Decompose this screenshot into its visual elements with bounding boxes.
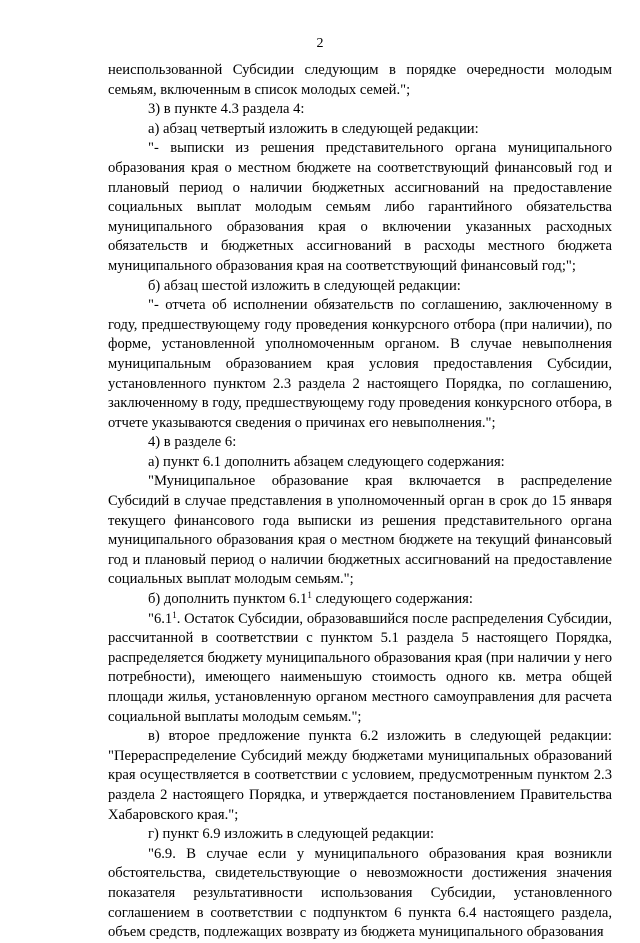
paragraph: "Муниципальное образование края включается в распределение Субсидий в случае представления в уполномоченный орган в срок до 15 января текущего финансового года выписки из решения представительного органа муниципального образования края о местном бюджете на текущий финансовый год и плановый период о наличии бюджетных ассигнований на предоставление социальных выплат молодым семьям."; [108,473,612,588]
paragraph: 4) в разделе 6: [148,434,237,451]
paragraph: б) абзац шестой изложить в следующей редакции: [148,277,461,294]
paragraph: а) пункт 6.1 дополнить абзацем следующего содержания: [148,453,505,470]
text-run: "6.1 [148,610,173,627]
text-run: . Остаток Субсидии, образовавшийся после распределения Субсидии, рассчитанной в соответствии с пунктом 5.1 раздела 5 настоящего Порядка, распределяется бюджету муниципального образования края (при наличии у него потребности), имеющего наименьшую стоимость одного кв. метра общей площади жилья, установленную органом местного самоуправления для расчета социальной выплаты молодым семьям."; [108,610,612,725]
paragraph: неиспользованной Субсидии следующим в порядке очередности молодым семьям, включенным в список молодых семей."; [108,62,612,98]
superscript: 1 [307,590,312,601]
superscript: 1 [172,609,177,620]
document-body [108,61,612,943]
page-number: 2 [316,36,324,51]
paragraph: а) абзац четвертый изложить в следующей редакции: [148,120,479,137]
paragraph: "- отчета об исполнении обязательств по соглашению, заключенному в году, предшествующему году проведения конкурсного отбора (при наличии), по форме, установленной уполномоченным органом. В случае невыполнения муниципальным образованием края условия предоставления Субсидии, установленного пунктом 2.3 раздела 2 настоящего Порядка, по соглашению, заключенному в году, предшествующему году проведения конкурсного отбора, в отчете указываются сведения о причинах его невыполнения."; [108,297,612,431]
paragraph: 3) в пункте 4.3 раздела 4: [148,101,305,118]
paragraph: г) пункт 6.9 изложить в следующей редакции: [148,826,435,843]
text-run: б) дополнить пунктом 6.1 [148,591,308,608]
paragraph: "- выписки из решения представительного органа муниципального образования края о местном бюджете на соответствующий финансовый год и плановый период о наличии бюджетных ассигнований на предоставление социальных выплат молодым семьям либо гарантийного обязательства муниципального образования края о включении указанных расходных обязательств и бюджетных ассигнований в расходы местного бюджета муниципального образования края на соответствующий финансовый год;"; [108,140,612,274]
paragraph: в) второе предложение пункта 6.2 изложить в следующей редакции: "Перераспределение Субсидий между бюджетами муниципальных образований края осуществляется в соответствии с условием, предусмотренным пунктом 2.3 раздела 2 настоящего Порядка, и утверждается постановлением Правительства Хабаровского края."; [108,728,612,823]
paragraph [108,590,612,610]
paragraph [108,610,612,728]
paragraph: "6.9. В случае если у муниципального образования края возникли обстоятельства, свидетельствующие о невозможности достижения значения показателя результативности использования Субсидии, установленного соглашением в соответствии с подпунктом 6 пункта 6.4 настоящего раздела, объем средств, подлежащих возврату из бюджета муниципального образования [108,845,612,941]
text-run: следующего содержания: [311,591,473,608]
